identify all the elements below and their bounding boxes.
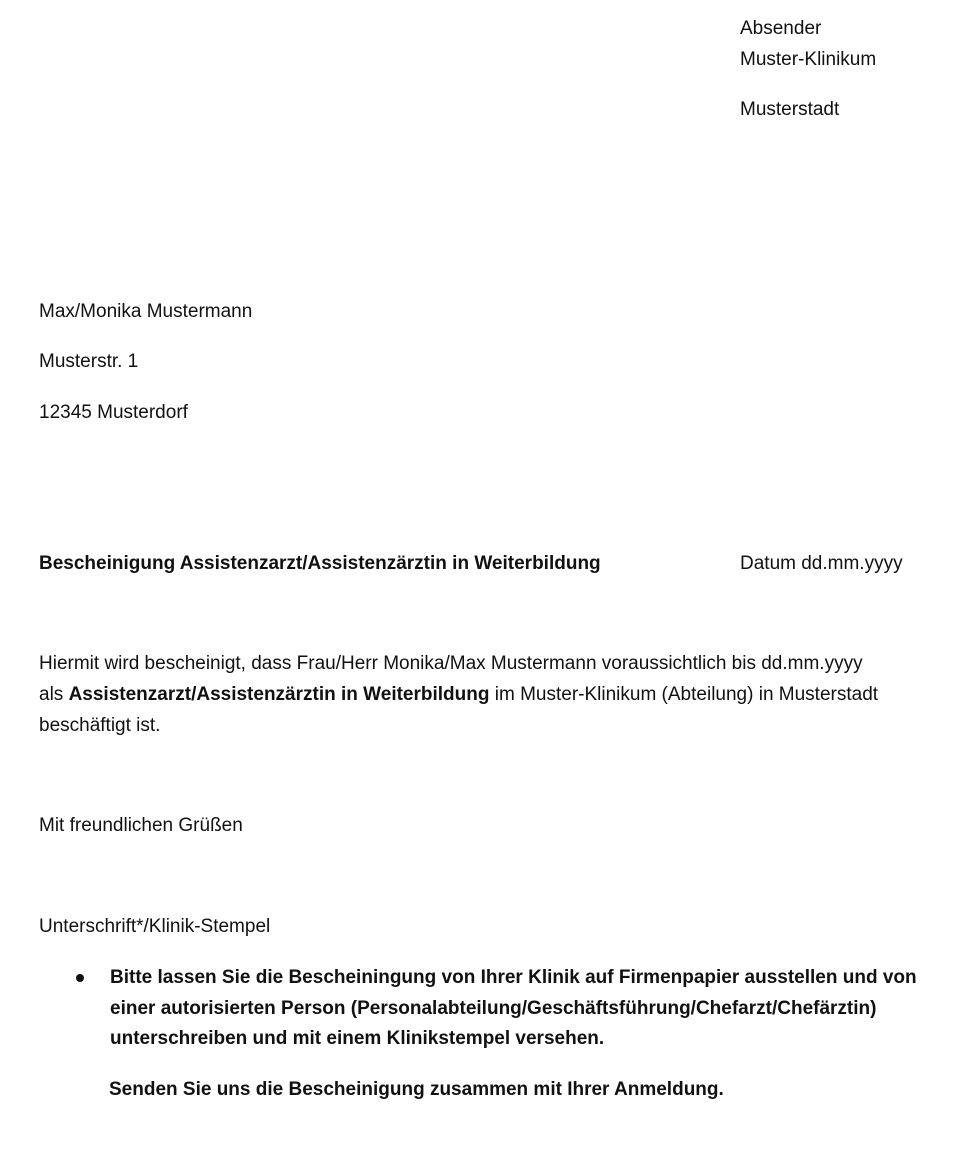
- closing-line: Mit freundlichen Grüßen: [39, 815, 243, 836]
- date-line: Datum dd.mm.yyyy: [740, 553, 903, 574]
- sender-city: Musterstadt: [740, 99, 840, 120]
- body-line-2-role: Assistenzarzt/Assistenzärztin in Weiterbildung: [68, 684, 490, 705]
- note-send-line: Senden Sie uns die Bescheinigung zusammen mit Ihrer Anmeldung.: [109, 1079, 724, 1100]
- note-line-2: einer autorisierten Person (Personalabteilung/Geschäftsführung/Chefarzt/Chefärztin): [110, 998, 877, 1019]
- recipient-name: Max/Monika Mustermann: [39, 301, 253, 322]
- bullet-icon: [76, 974, 84, 982]
- note-line-1: Bitte lassen Sie die Bescheiningung von Ihrer Klinik auf Firmenpapier ausstellen und von: [110, 967, 917, 988]
- sender-label: Absender: [740, 18, 822, 39]
- sender-clinic: Muster-Klinikum: [740, 49, 877, 70]
- signature-line: Unterschrift*/Klinik-Stempel: [39, 916, 271, 937]
- body-line-2: [39, 684, 878, 706]
- body-line-2-prefix: als: [39, 684, 69, 705]
- subject-line: Bescheinigung Assistenzarzt/Assistenzärztin in Weiterbildung: [39, 553, 601, 574]
- recipient-street: Musterstr. 1: [39, 351, 139, 372]
- body-line-2-suffix: im Muster-Klinikum (Abteilung) in Musterstadt: [489, 684, 879, 705]
- note-line-3: unterschreiben und mit einem Klinikstempel versehen.: [110, 1028, 605, 1049]
- recipient-city: 12345 Musterdorf: [39, 402, 188, 423]
- body-line-1: Hiermit wird bescheinigt, dass Frau/Herr Monika/Max Mustermann voraussichtlich bis dd.mm.yyyy: [39, 653, 863, 674]
- body-line-3: beschäftigt ist.: [39, 715, 161, 736]
